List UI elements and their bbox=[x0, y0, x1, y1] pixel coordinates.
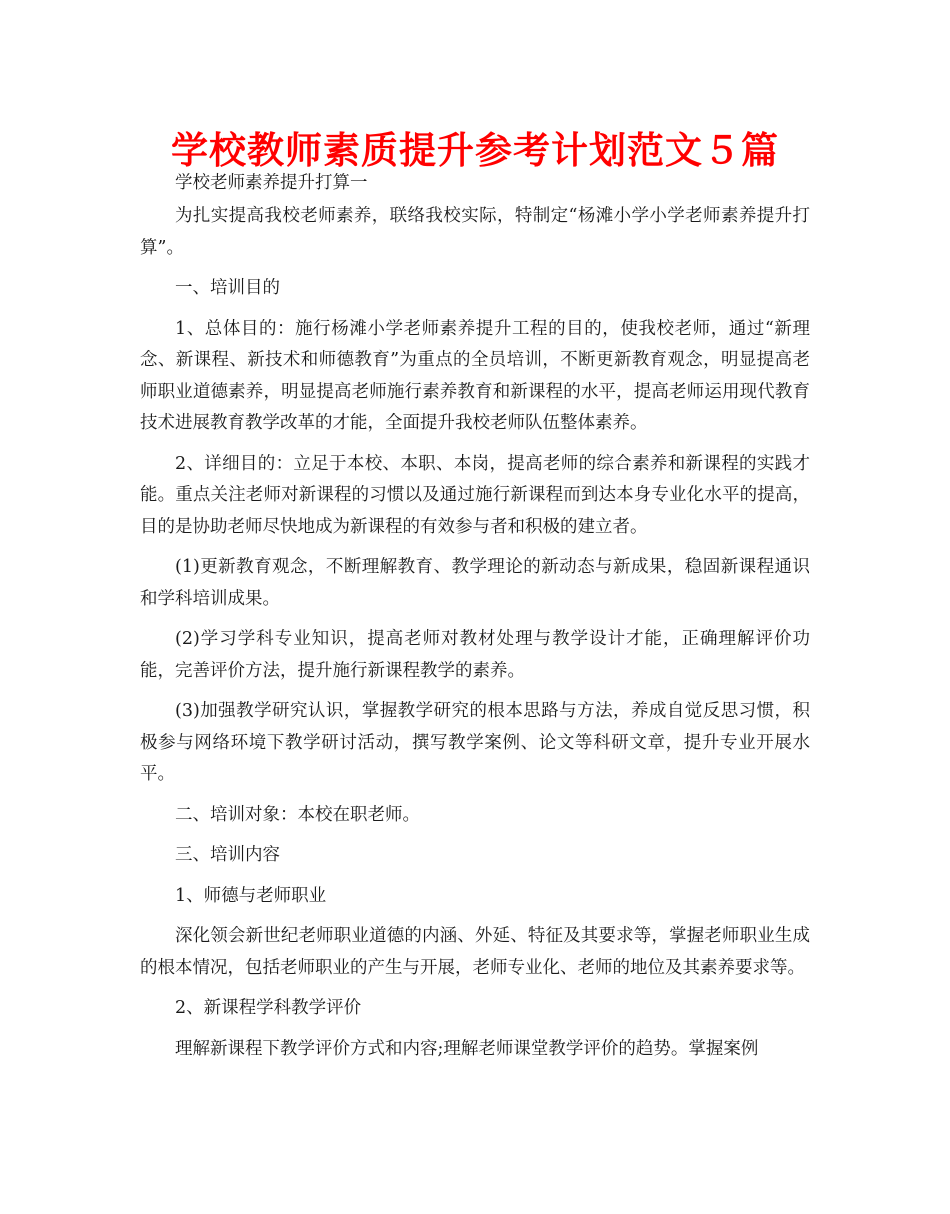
paragraph-item-2: (2)学习学科专业知识，提高老师对教材处理与教学设计才能，正确理解评价功能，完善评价方法，提升施行新课程教学的素养。 bbox=[140, 629, 810, 681]
paragraph-evaluation: 理解新课程下教学评价方式和内容;理解老师课堂教学评价的趋势。掌握案例 bbox=[175, 1038, 759, 1059]
paragraph-intro: 为扎实提高我校老师素养，联络我校实际，特制定“杨滩小学小学老师素养提升打算”。 bbox=[140, 206, 810, 258]
paragraph-ethics: 深化领会新世纪老师职业道德的内涵、外延、特征及其要求等，掌握老师职业生成的根本情况，包括老师职业的产生与开展，老师专业化、老师的地位及其素养要求等。 bbox=[140, 926, 810, 978]
heading-training-goals: 一、培训目的 bbox=[175, 278, 280, 298]
heading-training-content: 三、培训内容 bbox=[175, 845, 280, 865]
section-heading: 学校老师素养提升打算一 bbox=[175, 173, 368, 193]
document-body bbox=[140, 171, 810, 1074]
subheading-evaluation: 2、新课程学科教学评价 bbox=[175, 998, 362, 1018]
paragraph-overall-goal: 1、总体目的：施行杨滩小学老师素养提升工程的目的，使我校老师，通过“新理念、新课程、新技术和师德教育”为重点的全员培训，不断更新教育观念，明显提高老师职业道德素养，明显提高老师施行素养教育和新课程的水平，提高老师运用现代教育技术进展教育教学改革的才能，全面提升我校老师队伍整体素养。 bbox=[140, 318, 810, 433]
paragraph-item-1: (1)更新教育观念，不断理解教育、教学理论的新动态与新成果，稳固新课程通识和学科培训成果。 bbox=[140, 557, 810, 609]
document-title: 学校教师素质提升参考计划范文５篇 bbox=[171, 129, 779, 172]
paragraph-item-3: (3)加强教学研究认识，掌握教学研究的根本思路与方法，养成自觉反思习惯，积极参与网络环境下教学研讨活动，撰写教学案例、论文等科研文章，提升专业开展水平。 bbox=[140, 701, 810, 784]
paragraph-detailed-goal: 2、详细目的：立足于本校、本职、本岗，提高老师的综合素养和新课程的实践才能。重点关注老师对新课程的习惯以及通过施行新课程而到达本身专业化水平的提高，目的是协助老师尽快地成为新课程的有效参与者和积极的建立者。 bbox=[140, 453, 810, 537]
heading-training-target: 二、培训对象：本校在职老师。 bbox=[175, 804, 420, 825]
subheading-ethics: 1、师德与老师职业 bbox=[175, 885, 327, 906]
